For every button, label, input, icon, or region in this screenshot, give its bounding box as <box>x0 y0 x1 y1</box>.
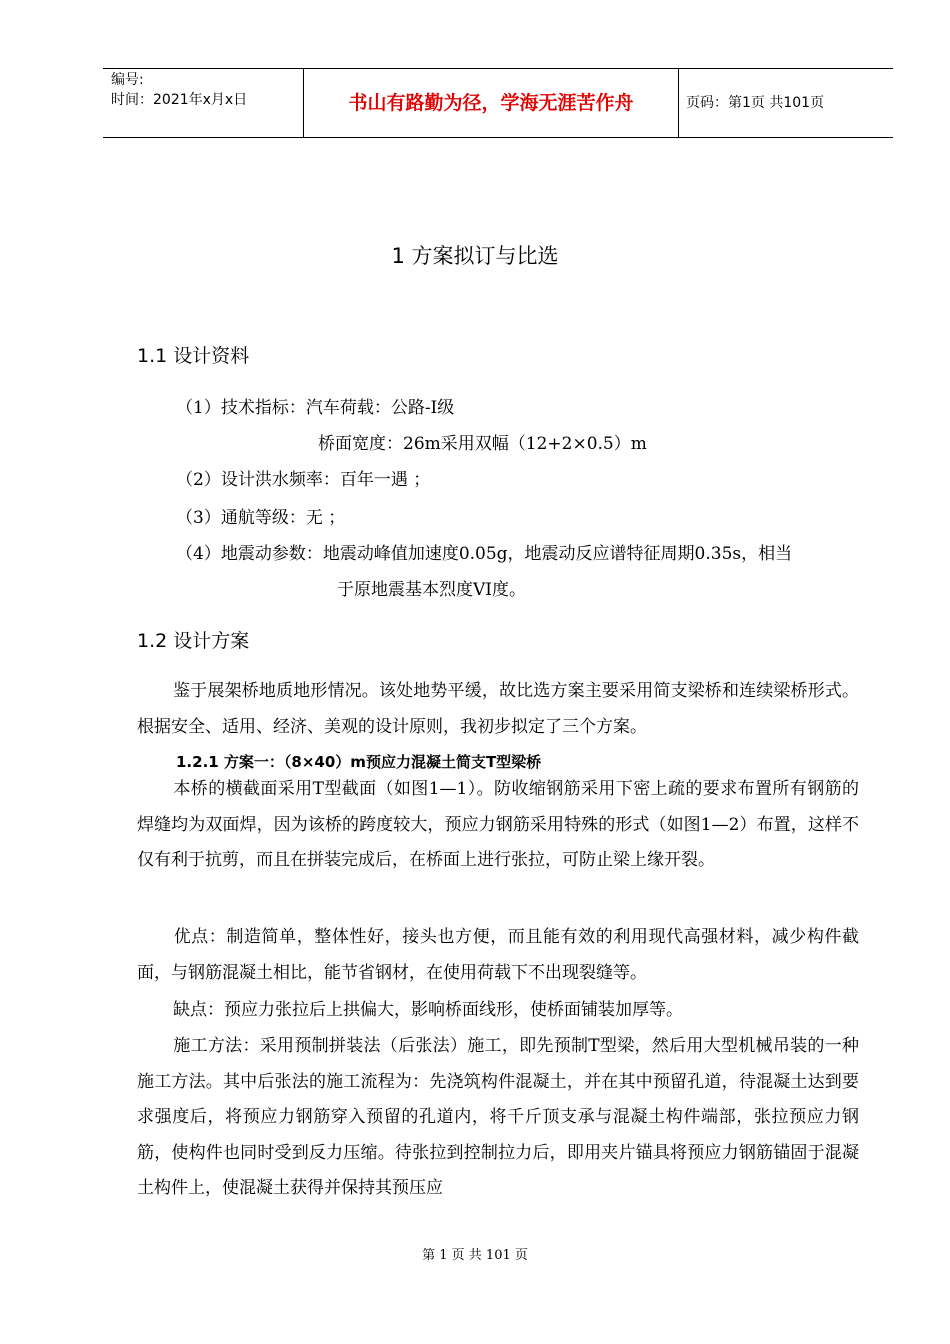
document-number-label: 编号: <box>111 72 144 88</box>
paragraph-construction <box>137 1029 859 1207</box>
chapter-title: 1 方案拟订与比选 <box>391 244 559 268</box>
paragraph-structure <box>137 772 859 879</box>
section-heading-1-1: 1.1 设计资料 <box>137 345 250 367</box>
paragraph-advantages <box>137 920 859 991</box>
design-item-3: （3）通航等级：无 ； <box>176 508 346 528</box>
design-item-4-continued: 于原地震基本烈度VI度。 <box>337 580 526 600</box>
page-header <box>103 68 893 138</box>
intro-paragraph <box>137 674 859 745</box>
design-item-1: （1）技术指标：汽车荷载：公路-I级 <box>176 398 455 418</box>
sub-heading-1-2-1: 1.2.1 方案一：（8×40）m预应力混凝土简支T型梁桥 <box>176 753 542 771</box>
header-left-cell <box>103 69 303 137</box>
construction-text: 施工方法：采用预制拼装法（后张法）施工，即先预制T型梁，然后用大型机械吊装的一种施工方法。其中后张法的施工流程为：先浇筑构件混凝土，并在其中预留孔道，待混凝土达到要求强度后，将预应力钢筋穿入预留的孔道内，将千斤顶支承与混凝土构件端部，张拉预应力钢筋，使构件也同时受到反力压缩。待张拉到控制拉力后，即用夹片锚具将预应力钢筋锚固于混凝土构件上，使混凝土获得并保持其预压应 <box>137 1036 859 1198</box>
header-motto-cell <box>303 69 679 137</box>
header-right-cell <box>678 69 893 137</box>
design-item-1-width: 桥面宽度：26m采用双幅（12+2×0.5）m <box>318 434 647 454</box>
advantages-text: 优点：制造简单，整体性好，接头也方便，而且能有效的利用现代高强材料，减少构件截面，与钢筋混凝土相比，能节省钢材，在使用荷载下不出现裂缝等。 <box>137 927 859 983</box>
document-time-label: 时间：2021年x月x日 <box>111 92 248 108</box>
page-footer: 第 1 页 共 101 页 <box>422 1248 528 1263</box>
motto-text: 书山有路勤为径，学海无涯苦作舟 <box>348 92 634 114</box>
structure-text: 本桥的横截面采用T型截面（如图1—1）。防收缩钢筋采用下密上疏的要求布置所有钢筋的焊缝均为双面焊，因为该桥的跨度较大，预应力钢筋采用特殊的形式（如图1—2）布置，这样不仅有利于抗剪，而且在拼装完成后，在桥面上进行张拉，可防止梁上缘开裂。 <box>137 779 859 870</box>
design-item-2: （2）设计洪水频率：百年一遇 ； <box>176 470 431 490</box>
design-item-4: （4）地震动参数：地震动峰值加速度0.05g，地震动反应谱特征周期0.35s，相当 <box>176 544 793 564</box>
disadvantages-text: 缺点：预应力张拉后上拱偏大，影响桥面线形，使桥面铺装加厚等。 <box>173 1000 683 1020</box>
paragraph-disadvantages <box>137 993 859 1029</box>
page-info: 页码：第1页 共101页 <box>686 95 825 111</box>
section-heading-1-2: 1.2 设计方案 <box>137 630 250 652</box>
intro-text: 鉴于展架桥地质地形情况。该处地势平缓，故比选方案主要采用简支梁桥和连续梁桥形式。根据安全、适用、经济、美观的设计原则，我初步拟定了三个方案。 <box>137 681 859 737</box>
